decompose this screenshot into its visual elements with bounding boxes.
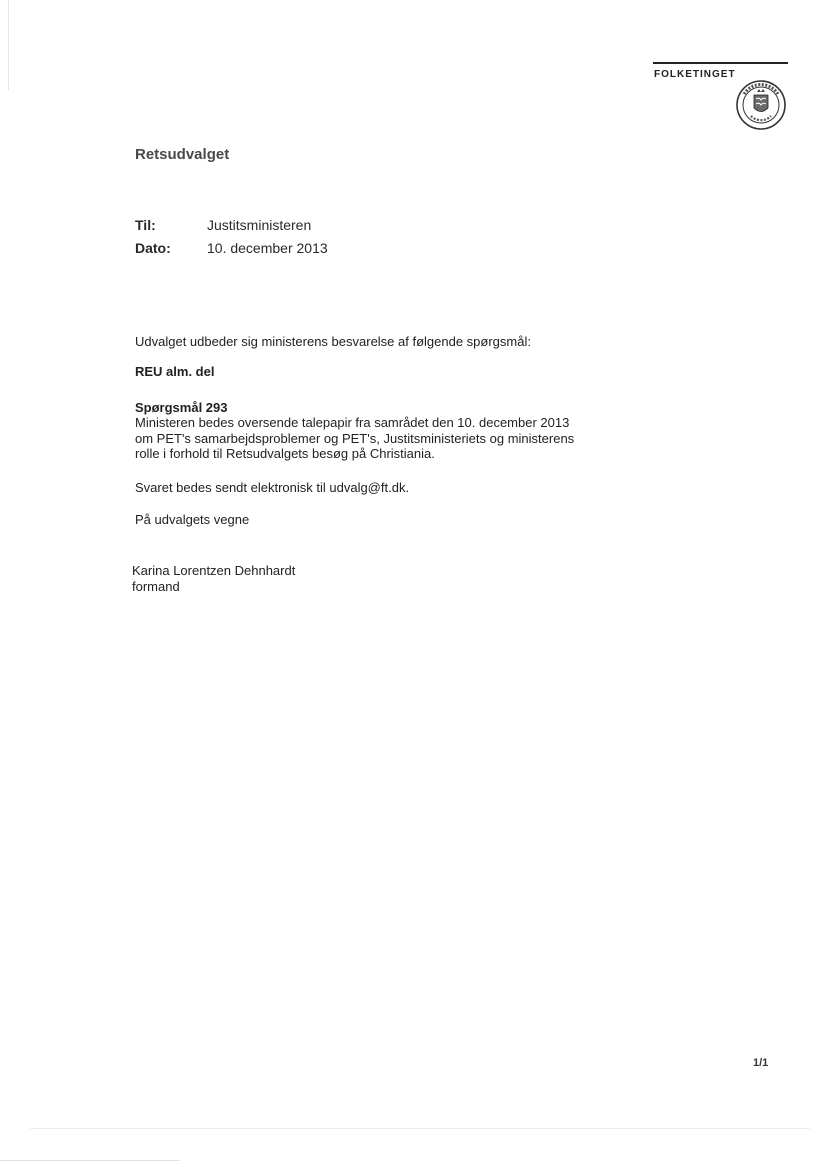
question-line: rolle i forhold til Retsudvalgets besøg på Christiania. [135,446,435,461]
scan-line [30,1128,810,1129]
reference: REU alm. del [135,364,215,379]
committee-name: Retsudvalget [135,146,230,163]
date-label: Dato: [135,240,171,256]
signatory-title: formand [132,579,180,594]
scan-line [0,1160,180,1161]
question-line: Ministeren bedes oversende talepapir fra samrådet den 10. december 2013 [135,415,570,430]
date-value: 10. december 2013 [207,240,328,256]
intro-text: Udvalget udbeder sig ministerens besvarelse af følgende spørgsmål: [135,334,531,349]
page-number: 1/1 [753,1057,769,1069]
signatory-name: Karina Lorentzen Dehnhardt [132,563,296,578]
folketinget-seal-icon [736,80,786,130]
question-line: om PET's samarbejdsproblemer og PET's, Justitsministeriets og ministerens [135,431,575,446]
scan-edge [8,0,9,90]
to-label: Til: [135,217,156,233]
to-value: Justitsministeren [207,217,312,233]
header-rule [653,62,788,64]
org-name: FOLKETINGET [654,69,736,80]
question-heading: Spørgsmål 293 [135,400,228,415]
on-behalf: På udvalgets vegne [135,512,250,527]
reply-instruction: Svaret bedes sendt elektronisk til udvalg@ft.dk. [135,480,410,495]
